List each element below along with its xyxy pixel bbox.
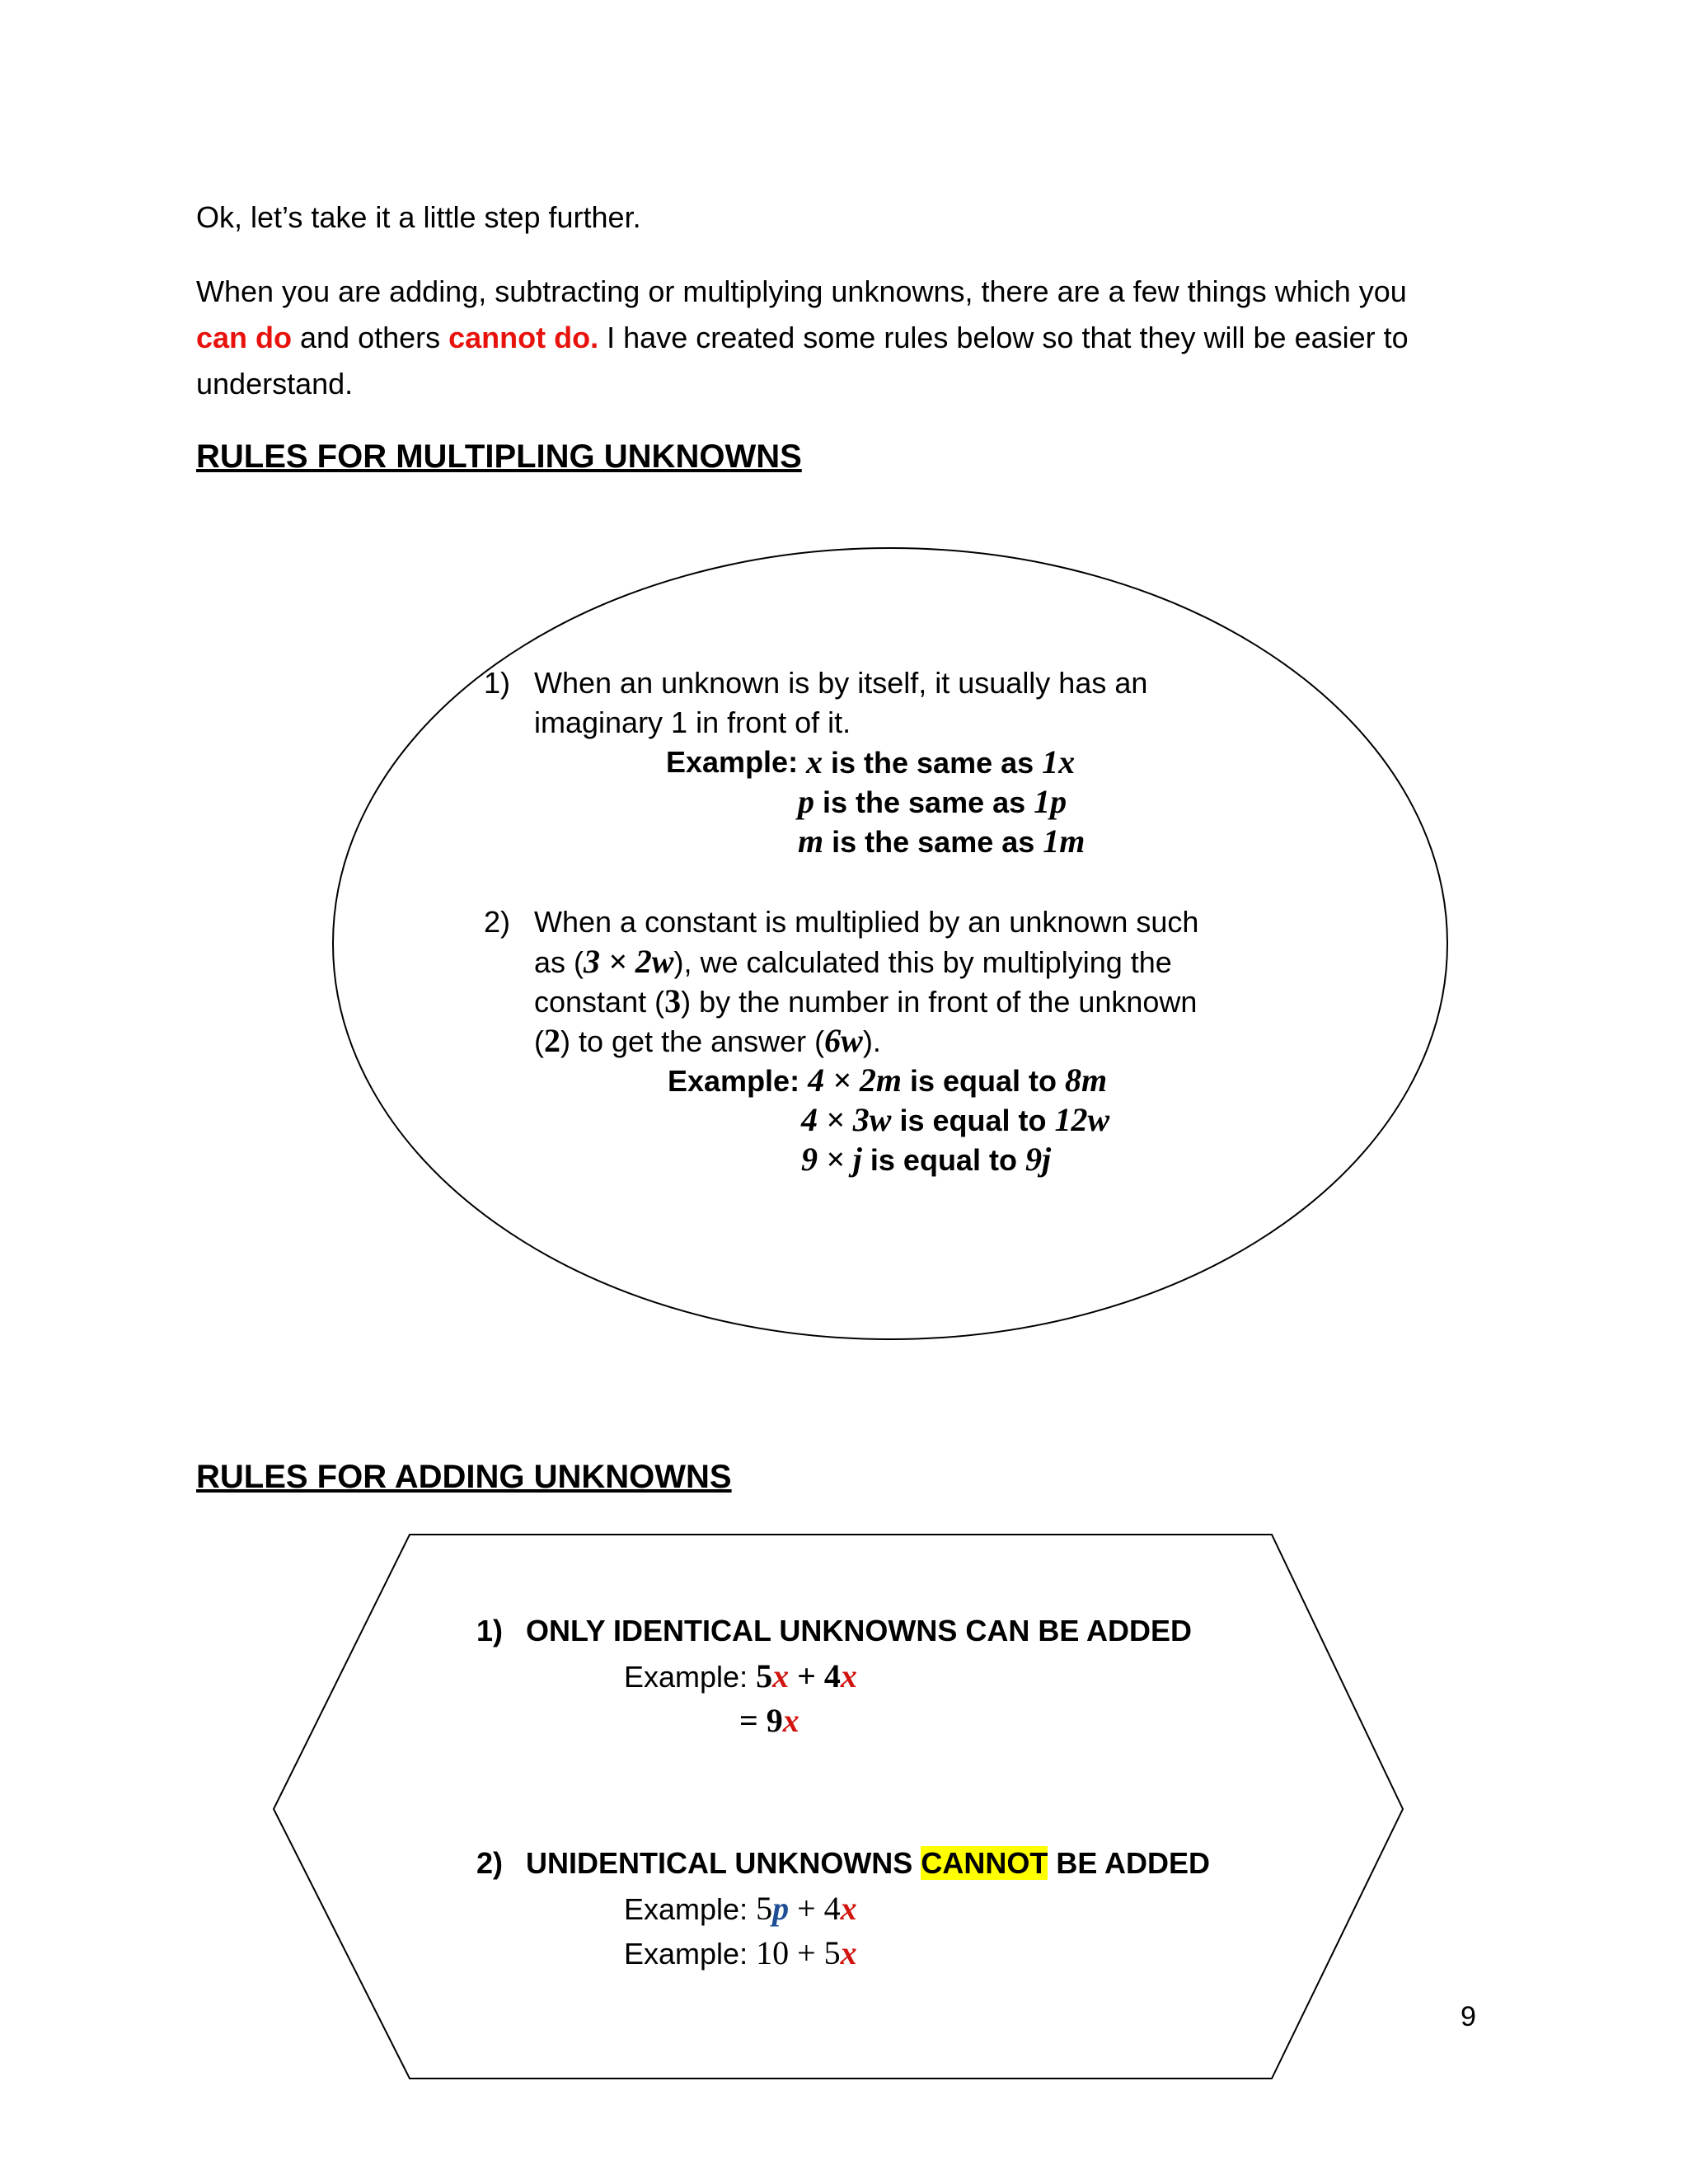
intro-line: Ok, let’s take it a little step further. <box>196 200 641 234</box>
example-row: 9 × j is equal to 9j <box>801 1141 1052 1178</box>
example-row: m is the same as 1m <box>798 823 1085 860</box>
intro-paragraph: When you are adding, subtracting or multiplying unknowns, there are a few things which you can do and others cannot do. I have created some rules below so that they will be easier to understand. <box>196 274 1409 401</box>
example-row: x is the same as 1x <box>806 743 1076 780</box>
can-do-text: can do <box>196 321 293 354</box>
cannot-do-text: cannot do. <box>448 321 599 354</box>
adding-heading: RULES FOR ADDING UNKNOWNS <box>196 1459 732 1495</box>
page-number: 9 <box>1461 2001 1476 2032</box>
example-row: p is the same as 1p <box>798 783 1067 820</box>
example-row: 4 × 3w is equal to 12w <box>801 1101 1110 1138</box>
cannot-highlight: CANNOT <box>921 1846 1048 1880</box>
multiplying-heading: RULES FOR MULTIPLING UNKNOWNS <box>196 438 802 475</box>
